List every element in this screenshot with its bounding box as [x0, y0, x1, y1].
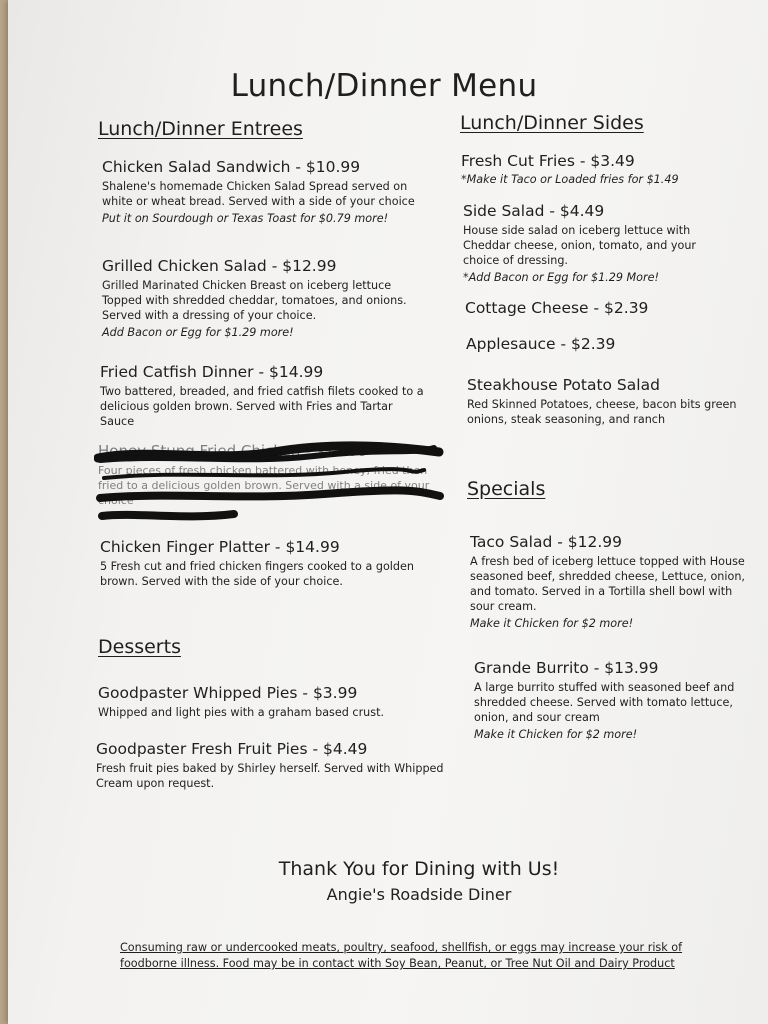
item-name: Grilled Chicken Salad - $12.99	[102, 257, 337, 275]
item-note: Put it on Sourdough or Texas Toast for $0.79 more!	[102, 212, 389, 225]
desserts-heading: Desserts	[98, 636, 181, 658]
item-note: Make it Chicken for $2 more!	[470, 617, 634, 630]
crossed-item-name: Honey Stung Fried Chicken - $12.99	[98, 442, 368, 460]
item-description: Fresh fruit pies baked by Shirley herself. Served with Whipped Cream upon request.	[96, 762, 444, 790]
item-description: A large burrito stuffed with seasoned beef and shredded cheese. Served with tomato lettuce, onion, and sour cream	[474, 681, 735, 724]
special-item	[474, 659, 746, 742]
entree-item	[102, 158, 422, 226]
diner-name: Angie's Roadside Diner	[326, 885, 512, 904]
item-note: *Make it Taco or Loaded fries for $1.49	[461, 173, 679, 186]
item-name: Fresh Cut Fries - $3.49	[461, 152, 635, 170]
item-note: Make it Chicken for $2 more!	[474, 728, 638, 741]
item-name: Goodpaster Whipped Pies - $3.99	[98, 684, 358, 702]
sides-heading: Lunch/Dinner Sides	[460, 112, 644, 134]
item-name: Applesauce - $2.39	[466, 335, 616, 353]
item-description: 5 Fresh cut and fried chicken fingers cooked to a golden brown. Served with the side of your choice.	[100, 560, 414, 588]
thank-you-message: Thank You for Dining with Us!	[278, 858, 560, 880]
entrees-heading: Lunch/Dinner Entrees	[98, 118, 303, 140]
item-description: Shalene's homemade Chicken Salad Spread served on white or wheat bread. Served with a side of your choice	[102, 180, 415, 208]
special-item	[470, 533, 745, 631]
item-note: Add Bacon or Egg for $1.29 more!	[102, 326, 294, 339]
crossed-item-description: Four pieces of fresh chicken battered with honey, fried then fried to a delicious golden brown. Served with a side of your choice	[98, 464, 430, 507]
dessert-item	[96, 740, 461, 791]
entree-item	[100, 538, 450, 589]
item-description: A fresh bed of iceberg lettuce topped with House seasoned beef, shredded cheese, Lettuce, onion, and tomato. Served in a Tortilla shell bowl with sour cream.	[470, 555, 745, 613]
entree-item	[100, 363, 430, 429]
side-item	[463, 202, 733, 285]
item-note: *Add Bacon or Egg for $1.29 More!	[463, 271, 659, 284]
side-item	[467, 376, 742, 427]
side-item	[466, 335, 736, 353]
menu-title: Lunch/Dinner Menu	[230, 68, 538, 104]
item-description: Two battered, breaded, and fried catfish filets cooked to a delicious golden brown. Served with Fries and Tartar Sauce	[100, 385, 424, 428]
entree-item	[102, 257, 432, 340]
item-name: Steakhouse Potato Salad	[467, 376, 660, 394]
item-description: Grilled Marinated Chicken Breast on iceberg lettuce Topped with shredded cheddar, tomatoes, and onions. Served with a dressing of your choice.	[102, 279, 407, 322]
dessert-item	[98, 684, 458, 720]
item-name: Chicken Salad Sandwich - $10.99	[102, 158, 361, 176]
food-safety-disclaimer: Consuming raw or undercooked meats, poultry, seafood, shellfish, or eggs may increase your risk of foodborne illness. Food may be in contact with Soy Bean, Peanut, or Tree Nut Oil and Dairy Product	[120, 941, 683, 970]
item-name: Fried Catfish Dinner - $14.99	[100, 363, 324, 381]
item-description: House side salad on iceberg lettuce with Cheddar cheese, onion, tomato, and your choice of dressing.	[463, 224, 697, 267]
item-name: Grande Burrito - $13.99	[474, 659, 659, 677]
item-name: Side Salad - $4.49	[463, 202, 605, 220]
item-name: Goodpaster Fresh Fruit Pies - $4.49	[96, 740, 368, 758]
specials-heading: Specials	[467, 478, 546, 500]
side-item	[461, 152, 741, 187]
item-name: Chicken Finger Platter - $14.99	[100, 538, 340, 556]
item-name: Cottage Cheese - $2.39	[465, 299, 649, 317]
item-description: Red Skinned Potatoes, cheese, bacon bits green onions, steak seasoning, and ranch	[467, 398, 737, 426]
item-description: Whipped and light pies with a graham based crust.	[98, 706, 385, 719]
item-name: Taco Salad - $12.99	[470, 533, 622, 551]
side-item	[465, 299, 735, 317]
marker-scribble-icon	[94, 440, 444, 525]
